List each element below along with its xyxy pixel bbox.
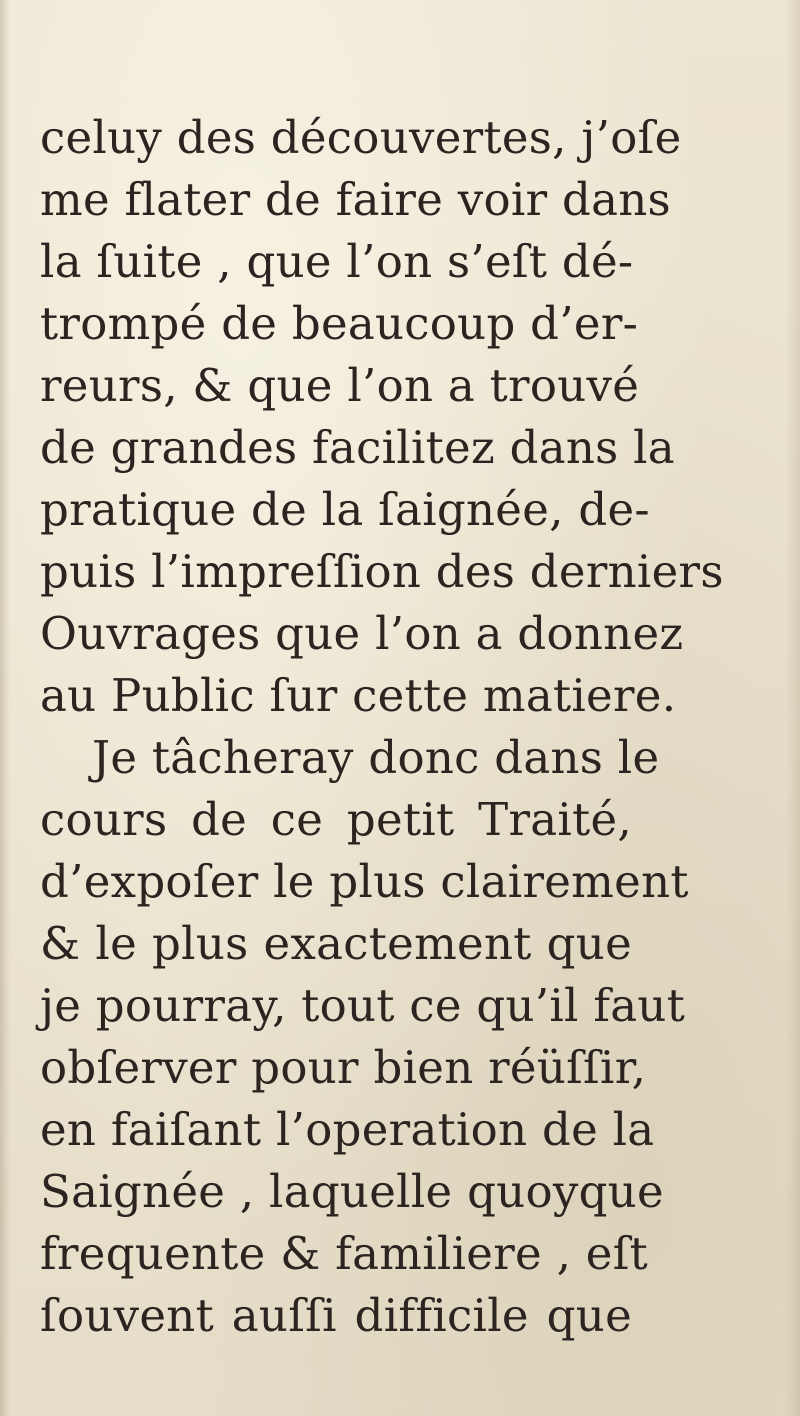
text-line-5: reurs, & que l’on a trouvé bbox=[40, 359, 640, 412]
text-line-10: au Public ſur cette matiere. bbox=[40, 669, 677, 722]
text-line-17: en faiſant l’operation de la bbox=[40, 1103, 655, 1156]
text-line-14: & le plus exactement que bbox=[40, 917, 632, 970]
text-line-8: puis l’impreſſion des derniers bbox=[40, 545, 724, 598]
text-line-2: me flater de faire voir dans bbox=[40, 173, 671, 226]
page-text bbox=[40, 107, 724, 1347]
text-line-3: la ſuite , que l’on s’eſt dé- bbox=[40, 235, 634, 288]
text-line-6: de grandes facilitez dans la bbox=[40, 421, 675, 474]
text-line-12: cours de ce petit Traité, bbox=[40, 793, 632, 846]
text-line-1: celuy des découvertes, j’oſe bbox=[40, 111, 682, 164]
text-line-13: d’expoſer le plus clairement bbox=[40, 855, 689, 908]
text-line-4: trompé de beaucoup d’er- bbox=[40, 297, 639, 350]
text-line-15: je pourray, tout ce qu’il faut bbox=[40, 979, 686, 1032]
text-line-16: obſerver pour bien réüſſir, bbox=[40, 1041, 647, 1094]
text-line-9: Ouvrages que l’on a donnez bbox=[40, 607, 684, 660]
text-line-19: frequente & familiere , eſt bbox=[40, 1227, 649, 1280]
text-line-20: ſouvent auſſi difficile que bbox=[40, 1289, 632, 1342]
text-line-18: Saignée , laquelle quoyque bbox=[40, 1165, 664, 1218]
text-line-11: Je tâcheray donc dans le bbox=[92, 731, 660, 784]
text-line-7: pratique de la ſaignée, de- bbox=[40, 483, 650, 536]
